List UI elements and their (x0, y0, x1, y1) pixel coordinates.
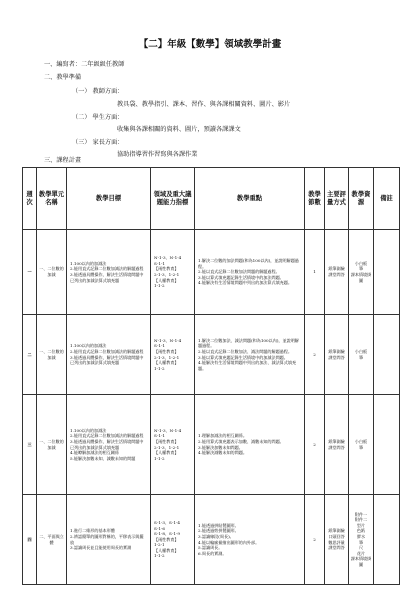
focus-cell (195, 395, 305, 495)
indicators-line: S-1-1 (154, 433, 165, 439)
indicators-cell (151, 230, 195, 315)
unit-cell: 二、平面與立體 (37, 495, 67, 585)
indicators-line: 1-2-1 (154, 542, 165, 548)
header-goals: 教學目標 (67, 168, 151, 230)
indicators-cell (151, 315, 195, 395)
indicators-line: S-1-1 (154, 343, 165, 349)
resources-cell (349, 315, 374, 395)
indicators-line: 【人權教育】 (154, 450, 179, 456)
table-row (23, 230, 400, 315)
eval-line: 課堂問答 (328, 545, 345, 551)
indicators-line: 1-1-2 (154, 283, 165, 289)
header-hours: 教學節數 (305, 168, 325, 230)
resources-line: 色紙 (356, 528, 366, 534)
eval-line: 課堂問答 (328, 272, 345, 277)
resources-line: 筆 (358, 539, 364, 545)
indicators-line: S-1-8、S-1-9 (154, 531, 180, 537)
goals-line: 2.能用直式記錄二位數加減法的解題過程 (70, 348, 144, 354)
header-focus: 教學重點 (195, 168, 305, 230)
notes-cell (374, 395, 400, 495)
indicators-cell (151, 495, 195, 585)
goals-cell (67, 395, 151, 495)
resources-line: 附件二 (354, 517, 368, 523)
indicators-line: S-1-1 (154, 260, 165, 266)
focus-line: 3.能以算式填充題記錄生活情境中的加減法問題。 (198, 354, 288, 360)
header-resources: 教學資源 (349, 168, 374, 230)
eval-line: 課堂問答 (328, 354, 345, 360)
parent-label: （三） 家長方面： (72, 139, 124, 146)
goals-line: 2.能用直式記錄二位數加減法的解題過程 (70, 433, 144, 439)
goals-line: 2.能用直式記錄二位數加減法的解題過程 (70, 266, 144, 272)
indicators-line: 【兩性教育】 (154, 438, 179, 444)
focus-line: 1.解決二位數的加法問題(和為100以內)，並說明解題過程。 (198, 258, 299, 269)
hours-cell: 1 (305, 230, 325, 315)
week-cell: 三 (23, 395, 37, 495)
indicators-line: 【兩性教育】 (154, 348, 179, 354)
indicators-cell (151, 395, 195, 495)
goals-line: 3.認識周長並且能使用周長的實測 (70, 545, 132, 551)
indicators-line: 1-1-2 (154, 365, 165, 371)
resources-line: 筆 (358, 266, 364, 272)
resources-line: 小白板 (354, 260, 368, 266)
indicators-line: 2-1-3、1-2-1 (154, 354, 180, 360)
resources-line: 花片 (356, 550, 366, 556)
focus-line: 3.能解決加數未知問題。 (198, 444, 243, 450)
header-notes: 備註 (374, 168, 400, 230)
indicators-line: N-1-3、N-1-4 (154, 337, 182, 343)
week-cell: 四 (23, 495, 37, 585)
focus-line: 3.認識線段(周長)。 (198, 533, 234, 539)
resources-line: 筆 (358, 354, 364, 360)
eval-line: 紙筆測驗 (328, 348, 345, 354)
unit-cell: 一、二位數的加減 (37, 230, 67, 315)
header-eval: 主要評量方式 (325, 168, 349, 230)
indicators-line: 【人權教育】 (154, 277, 179, 283)
notes-cell (374, 230, 400, 315)
indicators-line: 2-1-3、1-2-1 (154, 444, 180, 450)
indicators-line: N-1-3、N-1-4 (154, 427, 182, 433)
goals-line: 4.能瞭解加減法的相互關係 (70, 450, 119, 456)
resources-line: 筆 (358, 444, 364, 450)
course-plan-table (22, 167, 400, 585)
goals-line: 1.100以內的加減法 (70, 260, 107, 266)
focus-line: 1.理解加減法的相互關係。 (198, 433, 247, 439)
goals-line: 1.100以內的加減法 (70, 343, 107, 349)
schedule-heading: 三、課程計畫 (44, 157, 82, 164)
teacher-label: （一） 教師方面： (72, 88, 124, 95)
resources-cell (349, 230, 374, 315)
eval-line: 口頭回答 (328, 533, 345, 539)
eval-line: 紙筆測驗 (328, 266, 345, 272)
teacher-text: 教具袋、教學指引、課本、習作、與各課相關資料、圖片、影片 (117, 101, 291, 108)
student-label: （二） 學生方面： (72, 114, 124, 121)
resources-cell (349, 495, 374, 585)
focus-line: 2.能用算式填充題表示加數、減數未知的問題。 (198, 438, 284, 444)
indicators-line: 1-1-2 (154, 455, 165, 461)
focus-line: 6.周長的實測。 (198, 550, 227, 556)
eval-line: 紙筆測驗 (328, 528, 345, 534)
focus-line: 2.能以直式記錄二位數加法問題的解題過程。 (198, 269, 280, 275)
resources-line: 小白板 (354, 348, 368, 354)
focus-line: 4.能解決有生活情境問題中列出的加法算式填充題。 (198, 280, 292, 286)
notes-cell (374, 495, 400, 585)
indicators-line: 【兩性教育】 (154, 536, 179, 542)
indicators-line: 【人權教育】 (154, 360, 179, 366)
prep-heading: 二、教學準備 (44, 74, 82, 81)
parent-text: 協助指導習作習寫與各課作業 (117, 151, 198, 158)
goals-cell (67, 315, 151, 395)
goals-cell (67, 495, 151, 585)
resources-line: 膠水 (356, 533, 366, 539)
indicators-line: 1-1-2 (154, 553, 165, 559)
focus-line: 4.能解決有生活情境問題中列出的加法、減法算式填充題。 (198, 360, 297, 371)
page-title: 【二】年級【數學】領域教學計畫 (138, 39, 282, 50)
indicators-line: 【兩性教育】 (154, 266, 179, 272)
eval-cell (325, 395, 349, 495)
hours-cell: 2 (305, 395, 325, 495)
table-row (23, 495, 400, 585)
focus-line: 1.解決二位數加法、減法問題(和為100以內)，並說明解題過程。 (198, 337, 299, 349)
table-header-row (23, 168, 400, 230)
goals-line: 2.辨認簡單的圖形對稱的，平移表示與擺放 (70, 533, 144, 545)
eval-cell (325, 495, 349, 585)
eval-cell (325, 230, 349, 315)
indicators-line: 【人權教育】 (154, 547, 179, 553)
resources-line: 小白板 (354, 438, 368, 444)
hours-cell: 2 (305, 315, 325, 395)
focus-line: 3.能以算式填充題記錄生活情境中的加法問題。 (198, 274, 284, 280)
week-cell: 二 (23, 315, 37, 395)
indicators-line: S-1-6 (154, 525, 165, 531)
unit-cell: 一、二位數的加減 (37, 315, 67, 395)
focus-line: 5.認識周長。 (198, 545, 223, 551)
focus-cell (195, 230, 305, 315)
focus-line: 2.能以直式記錄二位數加法、減法問題的解題過程。 (198, 348, 292, 354)
goals-line: 5.能解決加數未知、減數未知的問題 (70, 455, 136, 461)
hours-cell: 2 (305, 495, 325, 585)
table-row (23, 315, 400, 395)
indicators-line: S-1-3、S-1-4 (154, 520, 180, 526)
focus-line: 4.能以輪廓描繪出圖形的內外部。 (198, 539, 260, 545)
goals-line: 3.能透過具體操作，解決生活情境問題中已列出的加減法算式填充題 (70, 354, 144, 366)
resources-line: 型片 (356, 522, 366, 528)
focus-line: 1.能透過拼貼製圖形。 (198, 522, 239, 528)
resources-line: 課本情境掛圖 (350, 272, 372, 283)
unit-cell: 一、二位數的加減 (37, 395, 67, 495)
goals-line: 1.100以內的加減法 (70, 427, 107, 433)
eval-cell (325, 315, 349, 395)
week-cell: 一 (23, 230, 37, 315)
student-text: 收集與各課相關的資料、圖片，預讀各課課文 (117, 126, 241, 133)
focus-cell (195, 495, 305, 585)
focus-line: 2.能透過剪拼製圖形。 (198, 528, 239, 534)
eval-line: 課堂問答 (328, 444, 345, 450)
focus-line: 4.能解決減數未知的問題。 (198, 450, 247, 456)
goals-cell (67, 230, 151, 315)
resources-line: 課本情境掛圖 (350, 556, 372, 567)
header-unit: 教學單元名稱 (37, 168, 67, 230)
goals-line: 1.進行二維形的基本形體 (70, 528, 115, 534)
indicators-line: 2-1-3、1-2-1 (154, 272, 180, 277)
header-indicators: 領域及重大議題能力指標 (151, 168, 195, 230)
table-row (23, 395, 400, 495)
resources-cell (349, 395, 374, 495)
indicators-line: N-1-3、N-1-4 (154, 255, 182, 261)
eval-line: 數思評量 (328, 539, 345, 545)
notes-cell (374, 315, 400, 395)
editor-line: 一、編寫者：二年級級任教師 (44, 61, 125, 68)
focus-cell (195, 315, 305, 395)
eval-line: 紙筆測驗 (328, 438, 345, 444)
goals-line: 3.能透過具體操作，解決生活情境問題中已列出的加減法算式填充題 (70, 272, 144, 283)
resources-line: 尺 (358, 545, 364, 551)
header-week: 週次 (23, 168, 37, 230)
resources-line: 附件一 (354, 511, 368, 517)
goals-line: 3.能透過具體操作，解決生活情境問題中已列出的加減法算式填充題 (70, 438, 144, 450)
